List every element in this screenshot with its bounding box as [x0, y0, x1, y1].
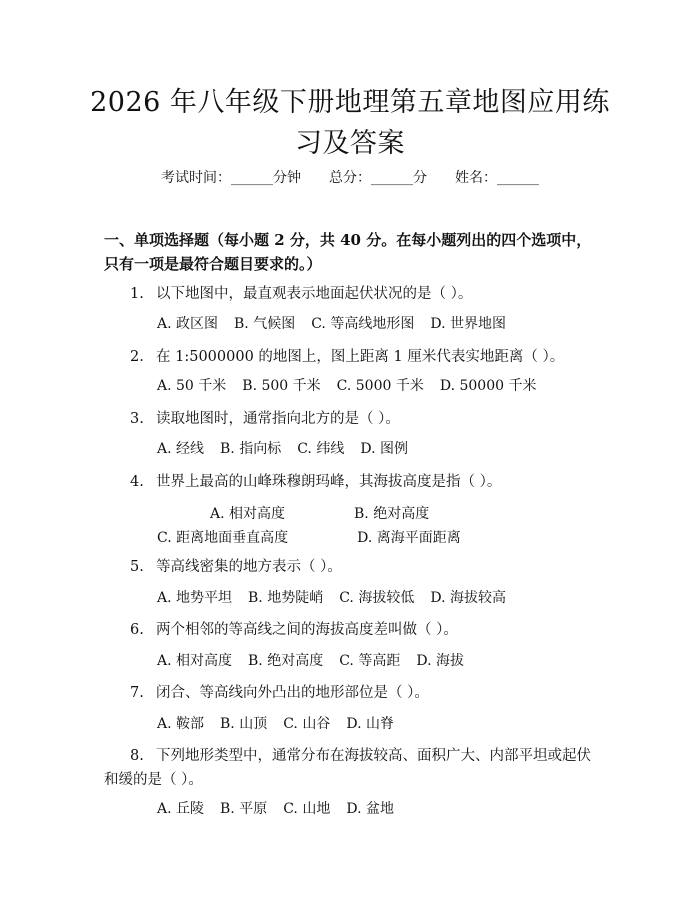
option: B. 500 千米: [242, 378, 321, 394]
option: A. 鞍部: [157, 716, 205, 732]
question-options: [157, 650, 607, 672]
question: [104, 681, 600, 705]
option: D. 海拔: [416, 653, 464, 669]
option: C. 山谷: [283, 716, 331, 732]
option: D. 山脊: [346, 716, 394, 732]
option: D. 离海平面距离: [357, 530, 461, 546]
option: C. 等高线地形图: [311, 316, 415, 332]
question-text: 以下地图中，最直观表示地面起伏状况的是（ ）。: [156, 286, 473, 302]
question: [104, 744, 600, 792]
option: A. 政区图: [157, 316, 219, 332]
option: D. 世界地图: [430, 316, 506, 332]
question-options: [157, 798, 607, 820]
option: A. 相对高度: [210, 506, 286, 522]
question-options: [157, 438, 607, 460]
question-text: 在 1:5000000 的地图上，图上距离 1 厘米代表实地距离（ ）。: [156, 349, 565, 365]
option: A. 相对高度: [157, 653, 233, 669]
question-number: 1.: [130, 286, 144, 302]
option: C. 纬线: [297, 441, 345, 457]
question-text: 等高线密集的地方表示（ ）。: [156, 559, 342, 575]
question-text: 读取地图时，通常指向北方的是（ ）。: [156, 411, 400, 427]
option: B. 指向标: [220, 441, 282, 457]
page-title: 2026 年八年级下册地理第五章地图应用练习及答案: [90, 87, 610, 159]
question-number: 5.: [130, 559, 144, 575]
question-text: 世界上最高的山峰珠穆朗玛峰，其海拔高度是指（ ）。: [156, 474, 502, 490]
question: [104, 407, 600, 431]
question-number: 2.: [130, 349, 144, 365]
option: D. 盆地: [346, 801, 394, 817]
option: D. 海拔较高: [430, 590, 506, 606]
option: A. 地势平坦: [157, 590, 233, 606]
question-options: [157, 587, 607, 609]
option: C. 距离地面垂直高度: [157, 530, 289, 546]
name-label: 姓名：______: [455, 170, 539, 186]
question-options: [104, 502, 600, 550]
question-text: 下列地形类型中，通常分布在海拔较高、面积广大、内部平坦或起伏和缓的是（ ）。: [104, 748, 591, 788]
question-options: [157, 313, 607, 335]
option: C. 山地: [283, 801, 331, 817]
option: B. 地势陡峭: [248, 590, 324, 606]
option: D. 50000 千米: [439, 378, 537, 394]
exam-meta: [0, 168, 700, 188]
option: C. 等高距: [339, 653, 401, 669]
total-score-label: 总分：______分: [329, 170, 427, 186]
option: B. 绝对高度: [248, 653, 324, 669]
option: B. 山顶: [220, 716, 268, 732]
option: A. 50 千米: [157, 378, 227, 394]
question: [104, 555, 600, 579]
question-number: 4.: [130, 474, 144, 490]
option: B. 绝对高度: [354, 506, 430, 522]
option: C. 海拔较低: [339, 590, 415, 606]
question-text: 闭合、等高线向外凸出的地形部位是（ ）。: [156, 685, 429, 701]
question-number: 6.: [130, 622, 144, 638]
question-number: 3.: [130, 411, 144, 427]
option: D. 图例: [360, 441, 408, 457]
option: A. 丘陵: [157, 801, 205, 817]
question: [104, 345, 600, 369]
option: B. 平原: [220, 801, 268, 817]
question-options: [157, 713, 607, 735]
option: B. 气候图: [234, 316, 296, 332]
question: [104, 282, 600, 306]
question-text: 两个相邻的等高线之间的海拔高度差叫做（ ）。: [156, 622, 458, 638]
question-options: [157, 375, 607, 397]
exam-time-label: 考试时间：______分钟: [161, 170, 301, 186]
option: A. 经线: [157, 441, 205, 457]
section-heading: 一、单项选择题（每小题 2 分，共 40 分。在每小题列出的四个选项中，只有一项是最符合题目要求的。）: [104, 231, 592, 273]
question: [104, 470, 600, 494]
question-number: 7.: [130, 685, 144, 701]
question: [104, 618, 600, 642]
option: C. 5000 千米: [336, 378, 424, 394]
question-number: 8.: [130, 748, 144, 764]
